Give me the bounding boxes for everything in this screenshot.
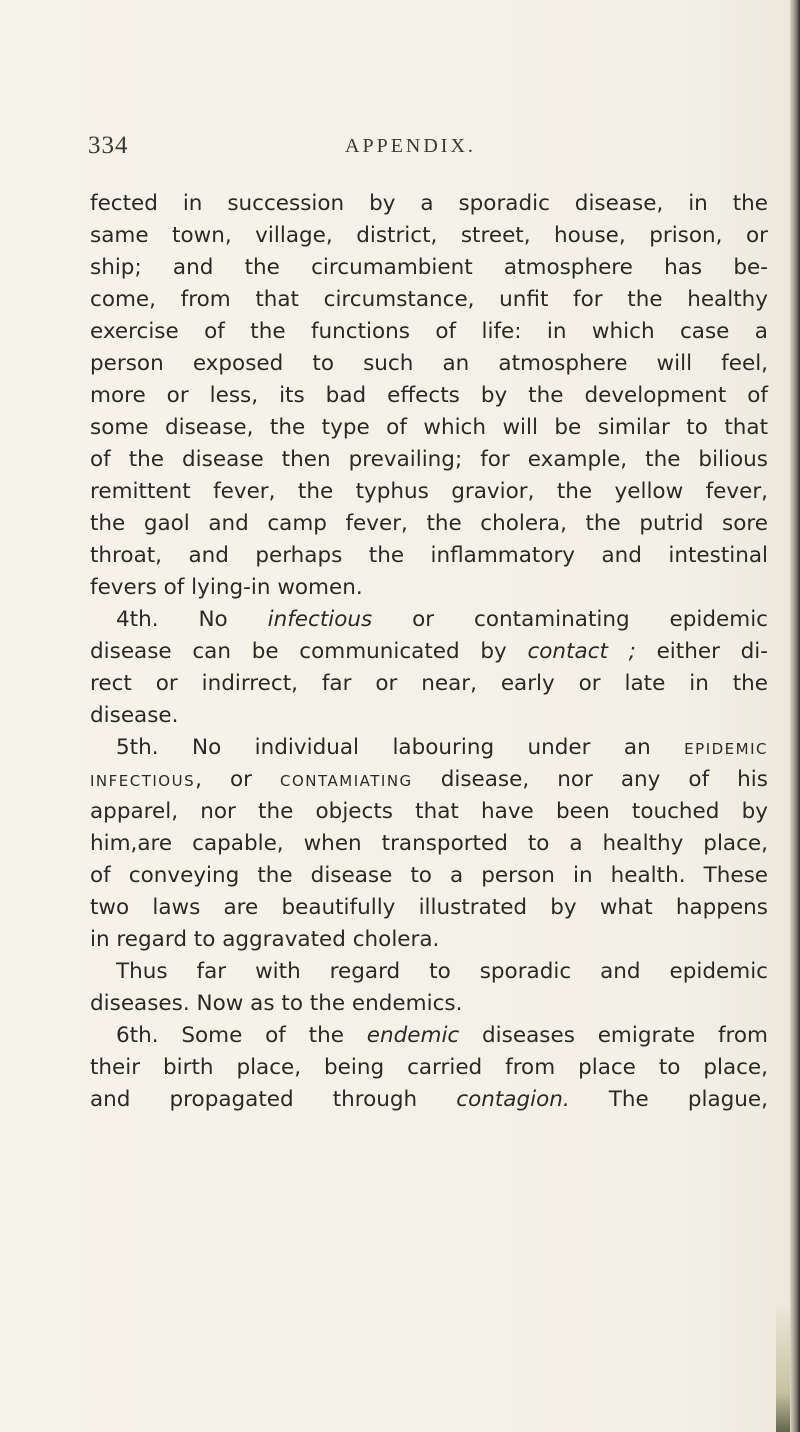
text-line: their birth place, being carried from place to place, [90,1055,768,1080]
text-run: 6th. Some of the [116,1023,367,1048]
text-line [90,1084,768,1116]
text-line: of conveying the disease to a person in health. These [90,863,768,888]
text-line [90,604,768,636]
text-run: , or [195,767,281,792]
text-run: The plague, [569,1087,768,1112]
text-run: either di- [635,639,768,664]
page-number: 334 [88,132,129,159]
text-run: disease, nor any of his [412,767,768,792]
italic-term-contact: contact ; [527,639,636,664]
text-line: Thus far with regard to sporadic and epidemic [116,959,768,984]
text-run: 4th. No [116,607,268,632]
text-line [90,732,768,764]
italic-term-infectious: infectious [267,607,373,632]
text-line [90,1020,768,1052]
text-line: more or less, its bad effects by the development of [90,383,768,408]
text-line: fevers of lying-in women. [90,575,363,600]
text-line: the gaol and camp fever, the cholera, the putrid sore [90,511,768,536]
italic-term-contagion: contagion. [456,1087,570,1112]
text-run: or contaminating epidemic [372,607,768,632]
text-line: come, from that circumstance, unfit for the healthy [90,287,768,312]
italic-term-endemic: endemic [366,1023,460,1048]
text-line: ship; and the circumambient atmosphere has be- [90,255,768,280]
text-line: in regard to aggravated cholera. [90,927,440,952]
text-line: same town, village, district, street, house, prison, or [90,223,768,248]
text-line: of the disease then prevailing; for example, the bilious [90,447,768,472]
text-line: remittent fever, the typhus gravior, the yellow fever, [90,479,768,504]
text-line: him,are capable, when transported to a healthy place, [90,831,768,856]
text-line: disease. [90,703,179,728]
text-run: diseases emigrate from [459,1023,768,1048]
text-run: and propagated through [90,1087,457,1112]
body-text [90,188,768,1116]
text-line: apparel, nor the objects that have been touched by [90,799,768,824]
text-line: fected in succession by a sporadic disease, in the [90,191,768,216]
text-line: two laws are beautifully illustrated by what happens [90,895,768,920]
text-run: 5th. No individual labouring under an [116,735,685,760]
text-line: some disease, the type of which will be similar to that [90,415,768,440]
book-binding-edge [790,0,800,1432]
text-line: person exposed to such an atmosphere will feel, [90,351,768,376]
text-line: throat, and perhaps the inflammatory and intestinal [90,543,768,568]
small-caps-term-epidemic: EPIDEMIC [684,740,768,758]
running-head: APPENDIX. [345,135,476,157]
page-header [0,132,800,172]
text-run: disease can be communicated by [90,639,528,664]
small-caps-term-infectious: INFECTIOUS [90,772,196,790]
text-line [90,636,768,668]
small-caps-term-contamiating: CONTAMIATING [280,772,413,790]
text-line: diseases. Now as to the endemics. [90,991,463,1016]
text-line: exercise of the functions of life: in which case a [90,319,768,344]
text-line [90,764,768,796]
text-line: rect or indirrect, far or near, early or late in the [90,671,768,696]
